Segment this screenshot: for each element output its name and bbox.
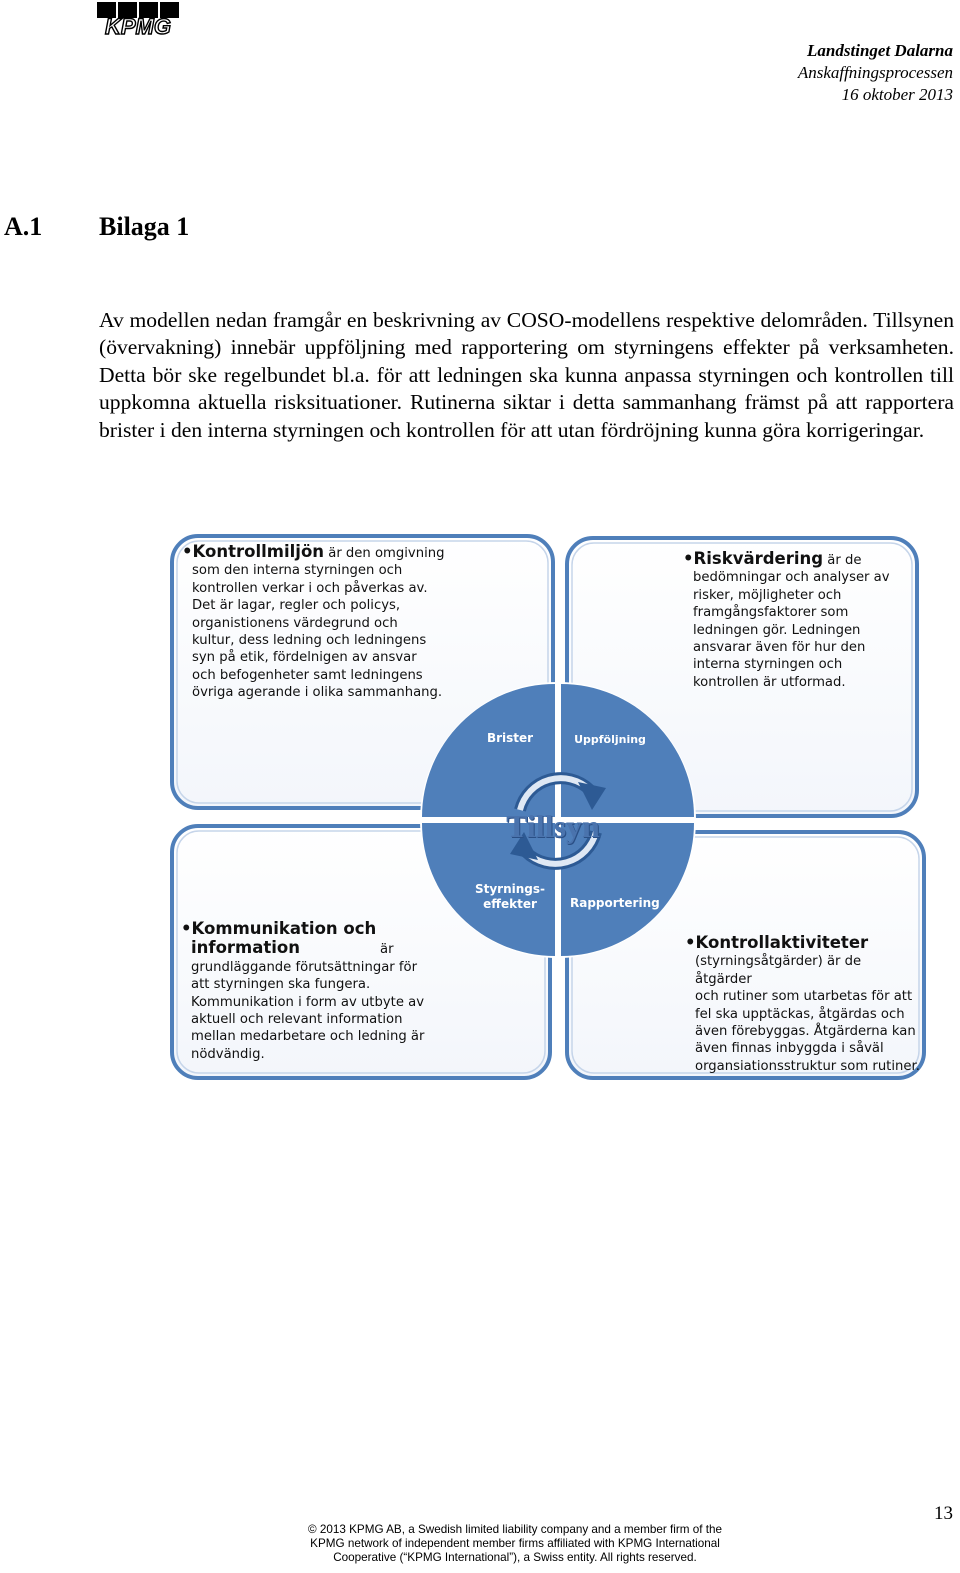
kontrollmiljon-line: övriga agerande i olika sammanhang. bbox=[192, 685, 443, 701]
header-document: Anskaffningsprocessen bbox=[797, 63, 953, 82]
kommunikation-line: mellan medarbetare och ledning är bbox=[191, 1029, 425, 1045]
box-kontrollmiljon bbox=[182, 542, 542, 702]
kommunikation-title-2: information bbox=[191, 938, 301, 958]
riskvardering-line: ledningen gör. Ledningen bbox=[693, 622, 861, 638]
kontrollmiljon-title: Kontrollmiljön bbox=[192, 542, 325, 561]
kontrollmiljon-line: kontrollen verkar i och påverkas av. bbox=[192, 580, 428, 596]
riskvardering-line: bedömningar och analyser av bbox=[693, 570, 890, 586]
kommunikation-line: grundläggande förutsättningar för bbox=[191, 959, 418, 975]
kontrollmiljon-lead: är den omgivning bbox=[324, 546, 445, 561]
kommunikation-lead: är bbox=[380, 942, 394, 958]
kommunikation-title-1: Kommunikation och bbox=[191, 919, 377, 938]
kontrollaktiviteter-line: och rutiner som utarbetas för att bbox=[695, 989, 913, 1005]
header-organization: Landstinget Dalarna bbox=[807, 41, 953, 60]
kontrollaktiviteter-line: även förebyggas. Åtgärderna kan bbox=[695, 1024, 916, 1040]
kpmg-logo-text: KPMG bbox=[105, 14, 171, 36]
kommunikation-line: nödvändig. bbox=[191, 1046, 265, 1062]
segment-label-styrningseffekter bbox=[472, 882, 548, 912]
segment-label-uppfoljning: Uppföljning bbox=[574, 733, 646, 746]
kommunikation-line: Kommunikation i form av utbyte av bbox=[191, 994, 425, 1010]
riskvardering-lead: är de bbox=[823, 553, 862, 568]
intro-paragraph: Av modellen nedan framgår en beskrivning av COSO-modellens respektive delområden. Tillsynen (övervakning) innebär uppföljning med rapportering om styrningens effekter på verksamheten. Detta bör ske regelbundet bl.a. för att ledningen ska kunna anpassa styrningen och kontrollen till uppkomna aktuella risksituationer. Rutinerna siktar i detta sammanhang främst på att rapportera brister i den interna styrningen och kontrollen för att utan fördröjning kunna göra korrigeringar. bbox=[99, 308, 954, 442]
kontrollmiljon-line: och befogenheter samt ledningens bbox=[192, 667, 423, 683]
kontrollaktiviteter-line: även finnas inbyggda i såväl bbox=[695, 1041, 884, 1057]
page-number: 13 bbox=[934, 1503, 953, 1524]
kontrollaktiviteter-line: (styrningsåtgärder) är de åtgärder bbox=[695, 954, 862, 987]
kommunikation-line: aktuell och relevant information bbox=[191, 1012, 403, 1028]
copyright-footer bbox=[230, 1523, 800, 1565]
kpmg-logo-mark bbox=[93, 2, 183, 36]
box-kommunikation bbox=[181, 919, 431, 1063]
segment-label-rapportering: Rapportering bbox=[570, 896, 660, 910]
document-header bbox=[798, 40, 953, 106]
coso-diagram bbox=[0, 520, 960, 1100]
riskvardering-line: interna styrningen och bbox=[693, 657, 843, 673]
segment-label-styrningseffekter-1: Styrnings- bbox=[474, 882, 546, 896]
riskvardering-line: framgångsfaktorer som bbox=[693, 605, 849, 621]
section-number: A.1 bbox=[4, 212, 43, 241]
box-riskvardering bbox=[683, 549, 913, 691]
box-kontrollaktiviteter bbox=[685, 933, 920, 1075]
kpmg-logo bbox=[93, 2, 183, 36]
footer-line: © 2013 KPMG AB, a Swedish limited liability company and a member firm of the bbox=[308, 1523, 722, 1536]
bullet-icon: • bbox=[182, 542, 193, 561]
riskvardering-line: risker, möjligheter och bbox=[693, 587, 842, 603]
bullet-icon: • bbox=[683, 549, 694, 568]
kontrollaktiviteter-title: Kontrollaktiviteter bbox=[695, 933, 869, 952]
kontrollaktiviteter-line: organsiationsstruktur som rutiner. bbox=[695, 1058, 920, 1074]
kontrollmiljon-line: Det är lagar, regler och policys, bbox=[192, 598, 401, 614]
kontrollmiljon-line: kultur, dess ledning och ledningens bbox=[192, 633, 427, 649]
section-title: Bilaga 1 bbox=[99, 212, 190, 241]
bullet-icon: • bbox=[181, 919, 192, 938]
tillsyn-label: Tillsyn bbox=[506, 808, 600, 844]
bullet-icon: • bbox=[685, 933, 696, 952]
kontrollmiljon-line: organistionens värdegrund och bbox=[192, 615, 398, 631]
footer-line: KPMG network of independent member firms affiliated with KPMG International bbox=[310, 1537, 720, 1550]
kontrollaktiviteter-line: fel ska upptäckas, åtgärdas och bbox=[695, 1006, 905, 1022]
kommunikation-line: att styrningen ska fungera. bbox=[191, 977, 371, 993]
riskvardering-line: kontrollen är utformad. bbox=[693, 674, 846, 690]
segment-label-styrningseffekter-2: effekter bbox=[483, 897, 537, 911]
header-date: 16 oktober 2013 bbox=[841, 85, 953, 104]
footer-line: Cooperative (“KPMG International”), a Swiss entity. All rights reserved. bbox=[333, 1551, 697, 1564]
segment-label-brister: Brister bbox=[486, 731, 534, 745]
riskvardering-title: Riskvärdering bbox=[693, 549, 824, 568]
kontrollmiljon-line: som den interna styrningen och bbox=[192, 563, 403, 579]
kontrollmiljon-line: syn på etik, fördelnigen av ansvar bbox=[192, 650, 417, 666]
riskvardering-line: ansvarar även för hur den bbox=[693, 640, 866, 656]
